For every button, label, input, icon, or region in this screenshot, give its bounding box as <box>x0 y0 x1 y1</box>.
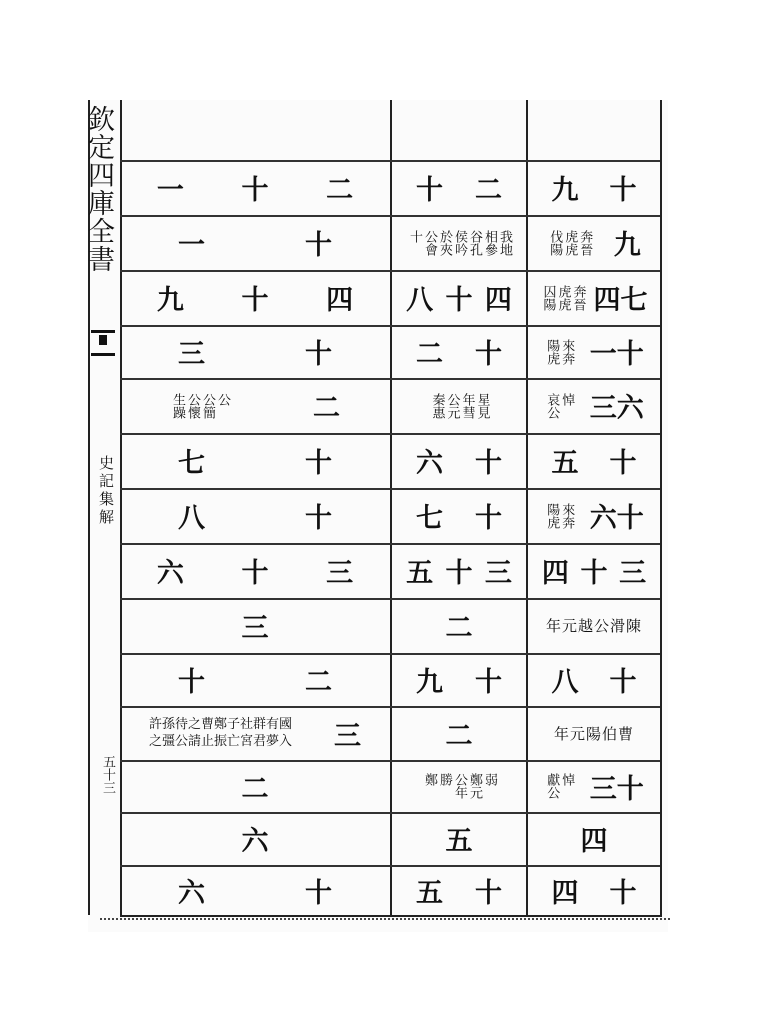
note-column: 來奔 <box>559 338 575 365</box>
cell-note <box>544 773 573 799</box>
table-cell <box>120 270 390 325</box>
cell-numeral: 三 <box>241 613 269 644</box>
note-column: 奔晉 <box>570 284 586 311</box>
cell-numeral: 五 <box>551 448 579 479</box>
table-cell <box>392 706 526 760</box>
cell-numeral: 六 <box>156 558 184 589</box>
table-cell <box>392 812 526 865</box>
cell-numeral: 四 <box>551 877 579 909</box>
cell-note <box>544 393 573 419</box>
note-column: 悼 <box>559 773 575 786</box>
cell-numeral: 四 <box>326 285 354 316</box>
cell-numeral: 二 <box>326 175 354 206</box>
cell-numeral: 五 <box>406 558 434 589</box>
note-column: 獻公 <box>544 773 560 799</box>
cell-numeral: 十 <box>178 667 205 698</box>
note-column: 陽虎 <box>544 338 560 365</box>
note-column: 悼 <box>559 392 575 406</box>
table-cell <box>528 433 660 488</box>
cell-numeral: 三 <box>333 720 361 752</box>
cell-numeral: 六 <box>178 877 205 909</box>
cell-numeral: 十 <box>609 877 637 909</box>
table-cell <box>120 706 390 760</box>
cell-numeral: 二 <box>416 339 443 370</box>
cell-numeral: 七 <box>416 503 443 534</box>
cell-numeral: 二 <box>445 613 473 644</box>
table-cell <box>528 865 660 915</box>
table-cell <box>120 378 390 433</box>
table-cell <box>528 378 660 433</box>
note-column: 鄭元 <box>467 773 482 799</box>
cell-numeral: 十 <box>475 339 502 370</box>
table-cell <box>392 215 526 270</box>
cell-numeral: 十 <box>445 558 473 589</box>
cell-numeral: 五 <box>445 826 473 857</box>
note-column: 公懷 <box>185 392 200 419</box>
table-cell <box>528 653 660 706</box>
cell-note: 年元越公滑陳 <box>545 617 642 635</box>
cell-numeral: 十 <box>475 503 502 534</box>
cell-numeral: 四 <box>580 826 608 857</box>
note-column: 公簡 <box>200 392 215 419</box>
cell-numeral: 六十 <box>589 503 644 534</box>
note-column: 公元 <box>444 392 460 419</box>
table-cell <box>120 812 390 865</box>
table-cell <box>392 160 526 215</box>
table-cell <box>528 100 660 160</box>
cell-numeral: 一十 <box>589 339 644 370</box>
table-cell <box>392 100 526 160</box>
table-cell <box>392 433 526 488</box>
note-column: 勝 <box>437 773 452 786</box>
table-cell <box>120 760 390 812</box>
cell-note <box>544 339 573 365</box>
cell-numeral: 八 <box>178 503 205 534</box>
note-column: 生躁 <box>170 392 185 419</box>
table-cell <box>120 325 390 378</box>
table-cell <box>120 598 390 653</box>
table-cell <box>528 543 660 598</box>
cell-numeral: 十 <box>305 230 332 261</box>
chapter-title: 史記集解 <box>97 455 115 527</box>
cell-numeral: 十 <box>241 558 269 589</box>
cell-numeral: 八 <box>406 285 434 316</box>
cell-numeral: 九 <box>156 285 184 316</box>
table-cell <box>528 706 660 760</box>
note-column: 伐陽 <box>547 229 563 256</box>
cell-numeral: 二 <box>241 773 269 805</box>
book-title: 欽定四庫全書 <box>83 105 114 273</box>
table-cell <box>528 325 660 378</box>
note-column: 十 <box>407 229 422 243</box>
cell-numeral: 九 <box>416 667 443 698</box>
cell-numeral: 十 <box>609 448 637 479</box>
cell-numeral: 十 <box>475 877 502 909</box>
note-column: 哀公 <box>544 392 560 419</box>
table-cell <box>392 488 526 543</box>
cell-numeral: 十 <box>241 175 269 206</box>
note-column: 谷孔 <box>467 229 482 256</box>
cell-numeral: 四 <box>541 558 569 589</box>
table-cell <box>392 865 526 915</box>
cell-numeral: 三六 <box>589 393 644 424</box>
cell-numeral: 十 <box>305 339 332 370</box>
note-column: 囚陽 <box>540 284 556 311</box>
cell-numeral: 十 <box>305 448 332 479</box>
note-column: 星見 <box>474 392 490 419</box>
cell-numeral: 三 <box>484 558 512 589</box>
cell-numeral: 七 <box>178 448 205 479</box>
cell-numeral: 三 <box>178 339 205 370</box>
cell-numeral: 三 <box>619 558 647 589</box>
cell-note <box>541 285 585 311</box>
cell-numeral: 六 <box>241 826 269 857</box>
cell-numeral: 十 <box>445 285 473 316</box>
cell-note: 年元陽伯曹 <box>553 724 634 743</box>
cell-numeral: 十 <box>580 558 608 589</box>
table-cell <box>120 653 390 706</box>
cell-note <box>407 230 511 256</box>
page-bottom-edge <box>100 918 670 928</box>
cell-numeral: 一 <box>178 230 205 261</box>
cell-numeral: 五 <box>416 877 443 909</box>
note-column: 於夾 <box>437 229 452 256</box>
cell-numeral: 四 <box>484 285 512 316</box>
cell-numeral: 十 <box>416 175 443 206</box>
table-cell <box>392 543 526 598</box>
table-cell <box>120 433 390 488</box>
cell-numeral: 十 <box>241 285 269 316</box>
cell-note <box>170 393 229 419</box>
table-cell <box>120 865 390 915</box>
note-column: 奔晉 <box>577 229 593 256</box>
cell-note <box>547 230 591 256</box>
cell-numeral: 十 <box>475 448 502 479</box>
table-cell <box>528 598 660 653</box>
cell-numeral: 四七 <box>593 285 648 316</box>
cell-numeral: 九 <box>613 230 641 261</box>
cell-numeral: 九 <box>551 175 579 206</box>
cell-numeral: 二 <box>313 393 340 424</box>
cell-numeral: 二 <box>305 667 332 698</box>
table-cell <box>120 160 390 215</box>
note-column: 公年 <box>452 773 467 799</box>
cell-numeral: 十 <box>609 175 637 206</box>
note-column: 陽虎 <box>544 502 560 529</box>
table-cell <box>120 215 390 270</box>
note-column: 虎虎 <box>555 284 571 311</box>
table-cell <box>392 653 526 706</box>
cell-numeral: 八 <box>551 667 579 698</box>
cell-numeral: 三 <box>326 558 354 589</box>
note-line: 之彊公請止振亡宮君夢入 <box>148 734 292 749</box>
cell-numeral: 六 <box>416 448 443 479</box>
note-column: 來奔 <box>559 502 575 529</box>
table-cell <box>392 378 526 433</box>
table-cell <box>528 488 660 543</box>
note-column: 公 <box>215 392 230 406</box>
note-column: 相參 <box>482 229 497 256</box>
fish-tail-mark <box>91 330 115 356</box>
cell-note <box>149 716 292 750</box>
note-column: 年彗 <box>459 392 475 419</box>
table-cell <box>120 100 390 160</box>
cell-note <box>544 503 573 529</box>
cell-numeral: 十 <box>305 877 332 909</box>
table-cell <box>528 160 660 215</box>
cell-numeral: 十 <box>609 667 637 698</box>
note-column: 虎虎 <box>562 229 578 256</box>
cell-numeral: 十 <box>305 503 332 534</box>
note-column: 公會 <box>422 229 437 256</box>
table-cell <box>528 812 660 865</box>
note-column: 弱 <box>482 773 497 786</box>
cell-note <box>430 393 489 419</box>
note-column: 鄭 <box>422 773 437 786</box>
table-cell <box>392 325 526 378</box>
cell-numeral: 三十 <box>589 773 644 805</box>
note-column: 侯吟 <box>452 229 467 256</box>
table-cell <box>528 760 660 812</box>
note-column: 秦惠 <box>429 392 445 419</box>
table-cell <box>120 488 390 543</box>
cell-numeral: 一 <box>156 175 184 206</box>
cell-numeral: 十 <box>475 667 502 698</box>
table-cell <box>528 270 660 325</box>
table-cell <box>528 215 660 270</box>
table-cell <box>392 760 526 812</box>
cell-numeral: 二 <box>475 175 502 206</box>
table-cell <box>392 598 526 653</box>
cell-note <box>422 773 496 799</box>
cell-numeral: 二 <box>445 720 473 752</box>
chronological-table <box>120 100 662 917</box>
note-line: 許孫待之曹鄭子社群有國 <box>148 717 292 732</box>
table-cell <box>120 543 390 598</box>
page-number: 五十三 <box>100 755 115 794</box>
note-column: 我地 <box>497 229 512 256</box>
table-cell <box>392 270 526 325</box>
